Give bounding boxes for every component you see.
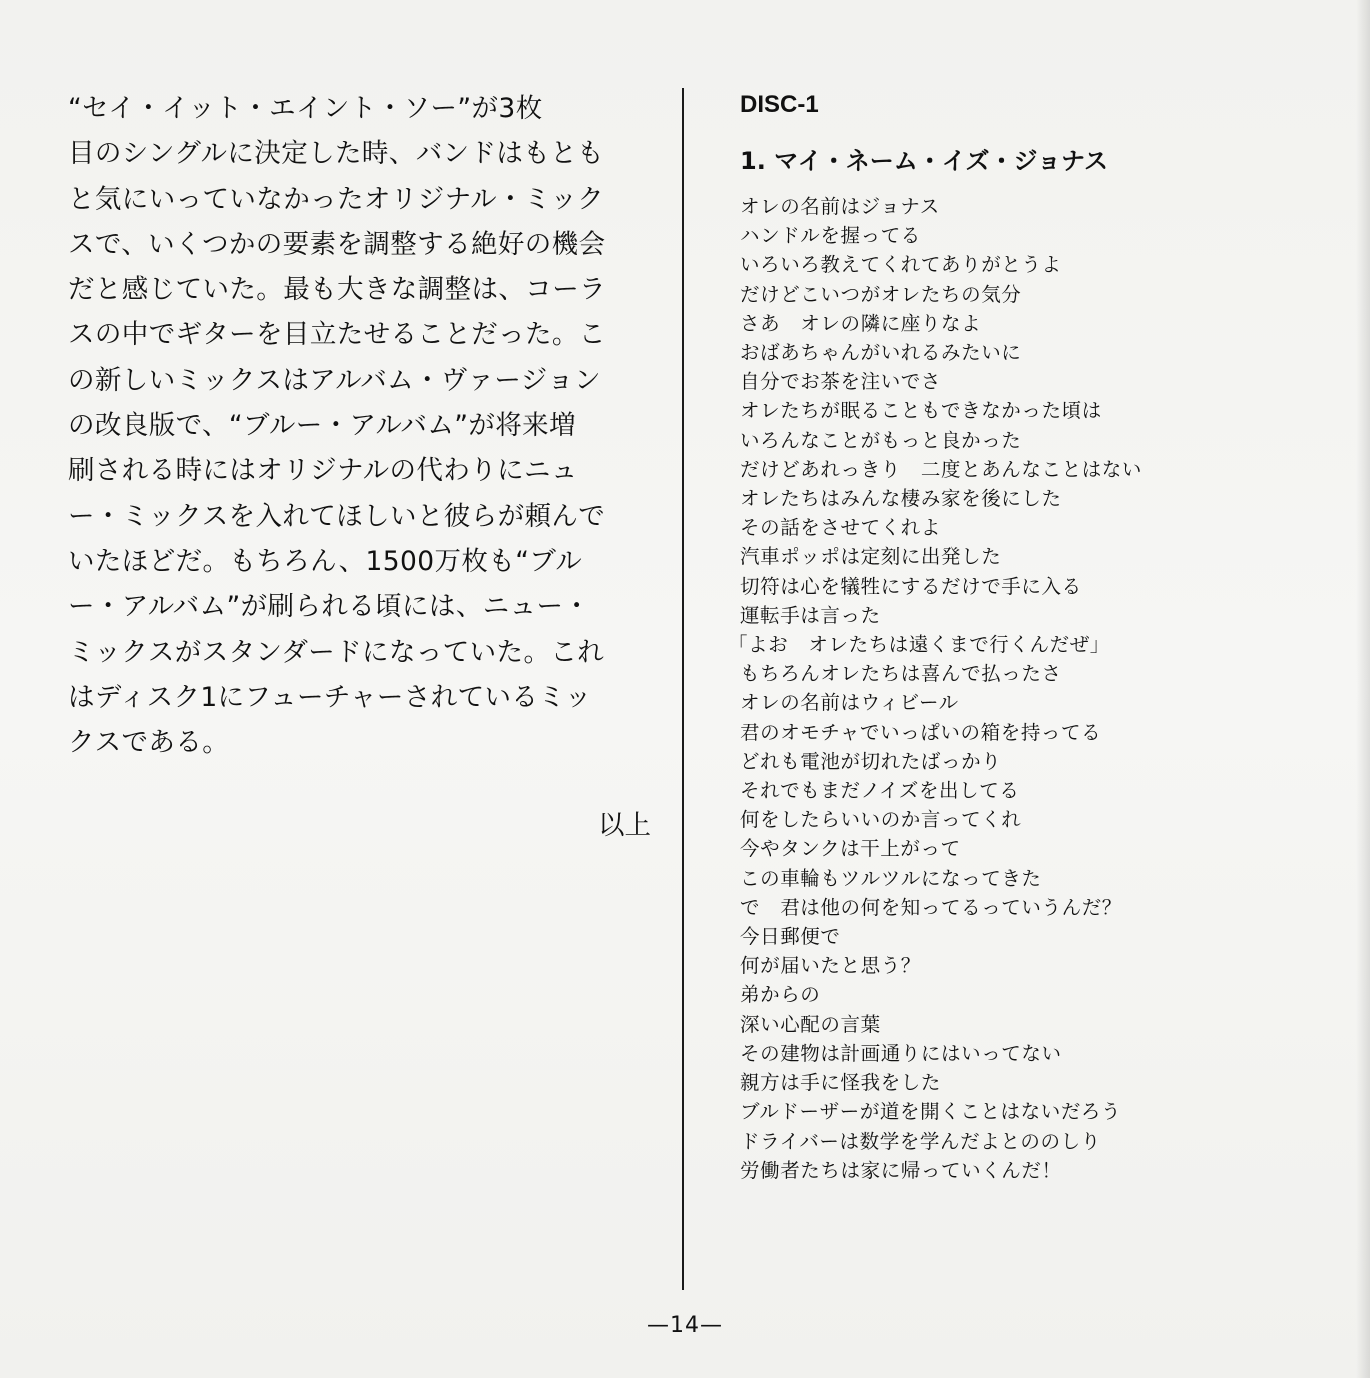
lyric-line: 「よお オレたちは遠くまで行くんだぜ」 xyxy=(728,633,1110,657)
lyric-line: それでもまだノイズを出してる xyxy=(740,779,1020,803)
lyric-line: だけどこいつがオレたちの気分 xyxy=(740,282,1022,306)
lyric-line: その話をさせてくれよ xyxy=(740,516,942,540)
lyric-line: 親方は手に怪我をした xyxy=(740,1071,942,1095)
lyric-line: 君のオモチャでいっぱいの箱を持ってる xyxy=(740,720,1102,744)
lyric-line: おばあちゃんがいれるみたいに xyxy=(740,341,1022,365)
lyric-line: 深い心配の言葉 xyxy=(740,1012,881,1036)
lyric-line: この車輪もツルツルになってきた xyxy=(740,866,1042,890)
lyric-line: もちろんオレたちは喜んで払ったさ xyxy=(740,662,1062,686)
lyric-line: ブルドーザーが道を開くことはないだろう xyxy=(740,1100,1122,1124)
lyric-line: オレの名前はウィビール xyxy=(740,691,959,715)
lyric-line: オレの名前はジョナス xyxy=(740,195,940,218)
lyric-line: 運転手は言った xyxy=(740,603,881,627)
lyric-line: 労働者たちは家に帰っていくんだ！ xyxy=(740,1158,1062,1182)
lyric-line: だけどあれっきり 二度とあんなことはない xyxy=(740,457,1143,481)
liner-notes-paragraph: “セイ・イット・エイント・ソー”が3枚 目のシングルに決定した時、バンドはもとも と気にいっていなかったオリジナル・ミック スで、いくつかの要素を調整する絶好の機会 だと感じていた。最も大きな調整は、コーラ スの中でギターを目立たせることだった。こ の新しいミックスはアルバム・ヴァージョン の改良版で、“ブルー・アルバム”が将来増 刷される時にはオリジナルの代わりにニュ ー・ミックスを入れてほしいと彼らが頼んで いたほどだ。もちろん、1500万枚も“ブル ー・アルバム”が刷られる頃には、ニュー・ ミックスがスタンダードになっていた。これ はディスク1にフューチャーされているミッ クスである。 xyxy=(68,93,606,759)
liner-notes-column xyxy=(68,86,658,765)
column-divider xyxy=(682,88,684,1290)
lyrics-column xyxy=(728,88,1340,1185)
lyrics-list xyxy=(728,192,1340,1185)
lyric-line: 汽車ポッポは定刻に出発した xyxy=(740,545,1002,569)
lyric-line: ハンドルを握ってる xyxy=(740,224,921,248)
lyric-line: 切符は心を犠牲にするだけで手に入る xyxy=(740,574,1082,598)
lyric-line: で 君は他の何を知ってるっていうんだ？ xyxy=(740,895,1122,919)
lyric-line: オレたちはみんな棲み家を後にした xyxy=(740,487,1062,511)
lyric-line: さあ オレの隣に座りなよ xyxy=(740,311,982,335)
disc-title: DISC-1 xyxy=(740,91,819,118)
lyric-line: 今やタンクは干上がって xyxy=(740,837,961,861)
lyric-line: 弟からの xyxy=(740,983,821,1007)
page-number: —14— xyxy=(647,1313,723,1338)
lyric-line: ドライバーは数学を学んだよとののしり xyxy=(740,1129,1101,1153)
page-edge-shadow xyxy=(1356,0,1370,1378)
lyric-line: オレたちが眠ることもできなかった頃は xyxy=(740,399,1102,423)
lyric-line: 何をしたらいいのか言ってくれ xyxy=(740,808,1022,832)
lyric-line: どれも電池が切れたばっかり xyxy=(740,749,1002,773)
lyric-line: いろいろ教えてくれてありがとうよ xyxy=(740,253,1062,277)
lyric-line: いろんなことがもっと良かった xyxy=(740,428,1022,452)
lyric-line: 今日郵便で xyxy=(740,925,841,949)
song-title: 1. マイ・ネーム・イズ・ジョナス xyxy=(740,147,1109,175)
lyric-line: 自分でお茶を注いでさ xyxy=(740,370,942,394)
lyric-line: 何が届いたと思う？ xyxy=(740,954,921,978)
lyric-line: その建物は計画通りにはいってない xyxy=(740,1041,1062,1065)
closing-mark: 以上 xyxy=(598,810,651,841)
